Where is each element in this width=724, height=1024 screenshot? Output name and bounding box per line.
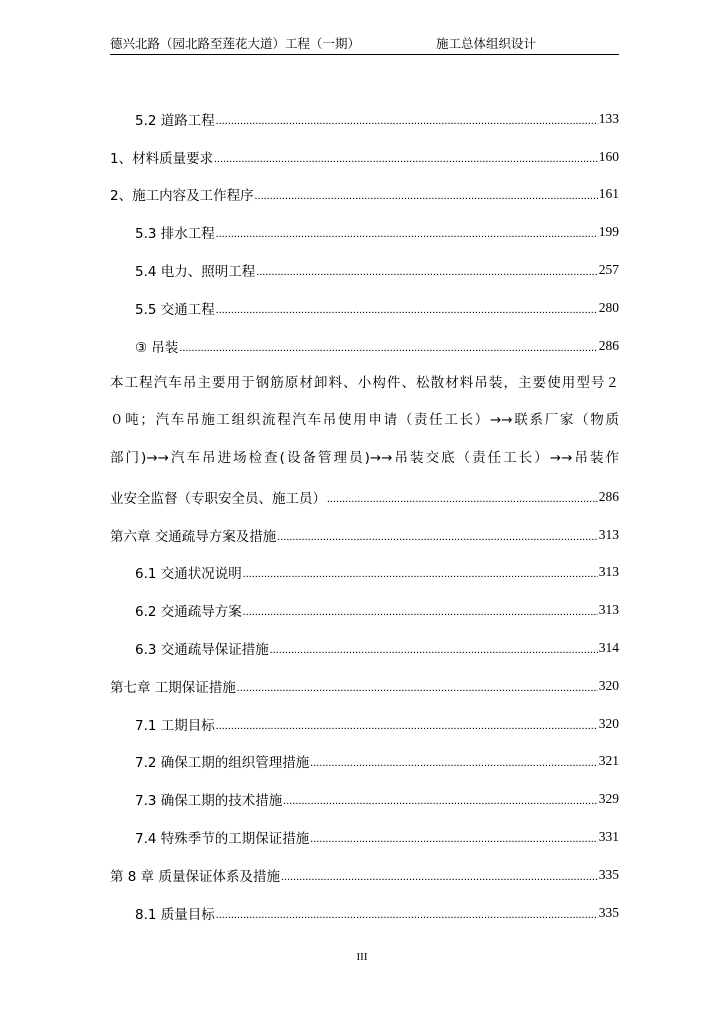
toc-entry-page: 314 <box>598 640 619 656</box>
toc-entry-label: 5.2 道路工程 <box>135 112 215 129</box>
toc-entry-label: 6.3 交通疏导保证措施 <box>135 642 269 659</box>
dot-leader <box>243 606 598 618</box>
toc-entry-page: 313 <box>598 564 619 580</box>
toc-entry[interactable] <box>110 213 619 251</box>
toc-entry[interactable] <box>110 251 619 289</box>
toc-entry[interactable] <box>110 327 619 365</box>
dot-leader <box>310 757 597 769</box>
paragraph-line: 部门)→→汽车吊进场检查(设备管理员)→→吊装交底（责任工长）→→吊装作 <box>110 450 619 467</box>
dot-leader <box>216 228 598 240</box>
toc-entry-label: 6.2 交通疏导方案 <box>135 604 242 621</box>
paragraph-last-line <box>110 478 619 516</box>
toc-entry[interactable] <box>110 780 619 818</box>
dot-leader <box>283 795 597 807</box>
toc-entry[interactable] <box>110 894 619 932</box>
toc-entry[interactable] <box>110 856 619 894</box>
dot-leader <box>237 682 598 694</box>
page-header <box>110 36 619 55</box>
toc-entry-page: 321 <box>598 753 619 769</box>
toc-paragraph-entry[interactable] <box>110 365 619 516</box>
toc-entry-label: 5.4 电力、照明工程 <box>135 264 256 281</box>
dot-leader <box>243 568 598 580</box>
toc-entry-label: 第七章 工期保证措施 <box>110 679 236 696</box>
toc-entry-page: 313 <box>598 602 619 618</box>
table-of-contents <box>110 100 619 932</box>
page-footer-number: III <box>356 951 368 963</box>
paragraph-last-text: 业安全监督（专职安全员、施工员） <box>110 490 326 507</box>
toc-entry[interactable] <box>110 289 619 327</box>
paragraph-line: 本工程汽车吊主要用于钢筋原材卸料、小构件、松散材料吊装，主要使用型号２ <box>110 374 619 391</box>
header-document-title: 施工总体组织设计 <box>436 36 537 51</box>
toc-entry-label: 1、材料质量要求 <box>110 150 214 167</box>
toc-entry-page: 257 <box>598 262 619 278</box>
dot-leader <box>179 342 597 354</box>
toc-entry-label: 7.4 特殊季节的工期保证措施 <box>135 831 310 848</box>
toc-entry[interactable] <box>110 629 619 667</box>
toc-entry-label: 6.1 交通状况说明 <box>135 566 242 583</box>
toc-entry[interactable] <box>110 667 619 705</box>
dot-leader <box>216 909 598 921</box>
toc-entry-page: 320 <box>598 715 619 731</box>
toc-entry-page: 329 <box>598 791 619 807</box>
toc-entry-page: 280 <box>598 299 619 315</box>
paragraph-line: ０吨；汽车吊施工组织流程汽车吊使用申请（责任工长）→→联系厂家（物质 <box>110 412 619 429</box>
toc-entry-label: 5.3 排水工程 <box>135 226 215 243</box>
dot-leader <box>216 115 598 127</box>
toc-entry[interactable] <box>110 705 619 743</box>
toc-entry-label: 7.1 工期目标 <box>135 717 215 734</box>
dot-leader <box>255 190 598 202</box>
toc-entry-page: 199 <box>598 224 619 240</box>
toc-entry-page: 313 <box>598 526 619 542</box>
toc-entry[interactable] <box>110 591 619 629</box>
toc-entry-page: 286 <box>598 337 619 353</box>
toc-entry-page: 133 <box>598 110 619 126</box>
header-project-title: 德兴北路（园北路至莲花大道）工程（一期） <box>110 36 361 51</box>
dot-leader <box>310 833 597 845</box>
dot-leader <box>327 493 598 505</box>
toc-section-2 <box>110 516 619 932</box>
toc-entry-label: 7.3 确保工期的技术措施 <box>135 793 283 810</box>
toc-entry-label: 2、施工内容及工作程序 <box>110 188 254 205</box>
toc-entry-page: 335 <box>598 904 619 920</box>
toc-entry[interactable] <box>110 516 619 554</box>
toc-entry-page: 160 <box>598 148 619 164</box>
toc-entry-page: 331 <box>598 829 619 845</box>
toc-entry[interactable] <box>110 554 619 592</box>
toc-entry-page: 335 <box>598 866 619 882</box>
dot-leader <box>256 266 597 278</box>
dot-leader <box>216 304 598 316</box>
toc-entry-page: 161 <box>598 186 619 202</box>
toc-section-1 <box>110 100 619 365</box>
page-number: 286 <box>598 488 619 504</box>
toc-entry[interactable] <box>110 743 619 781</box>
dot-leader <box>277 531 597 543</box>
toc-entry[interactable] <box>110 176 619 214</box>
toc-entry[interactable] <box>110 818 619 856</box>
toc-entry-label: 8.1 质量目标 <box>135 906 215 923</box>
toc-entry-label: 7.2 确保工期的组织管理措施 <box>135 755 310 772</box>
toc-entry[interactable] <box>110 100 619 138</box>
toc-entry-label: 第 8 章 质量保证体系及措施 <box>110 868 280 885</box>
toc-entry[interactable] <box>110 138 619 176</box>
toc-entry-label: 第六章 交通疏导方案及措施 <box>110 528 277 545</box>
toc-entry-label: 5.5 交通工程 <box>135 301 215 318</box>
toc-entry-label: ③ 吊装 <box>135 339 179 356</box>
dot-leader <box>214 153 598 165</box>
dot-leader <box>281 871 598 883</box>
toc-entry-page: 320 <box>598 677 619 693</box>
dot-leader <box>216 720 598 732</box>
dot-leader <box>270 644 598 656</box>
